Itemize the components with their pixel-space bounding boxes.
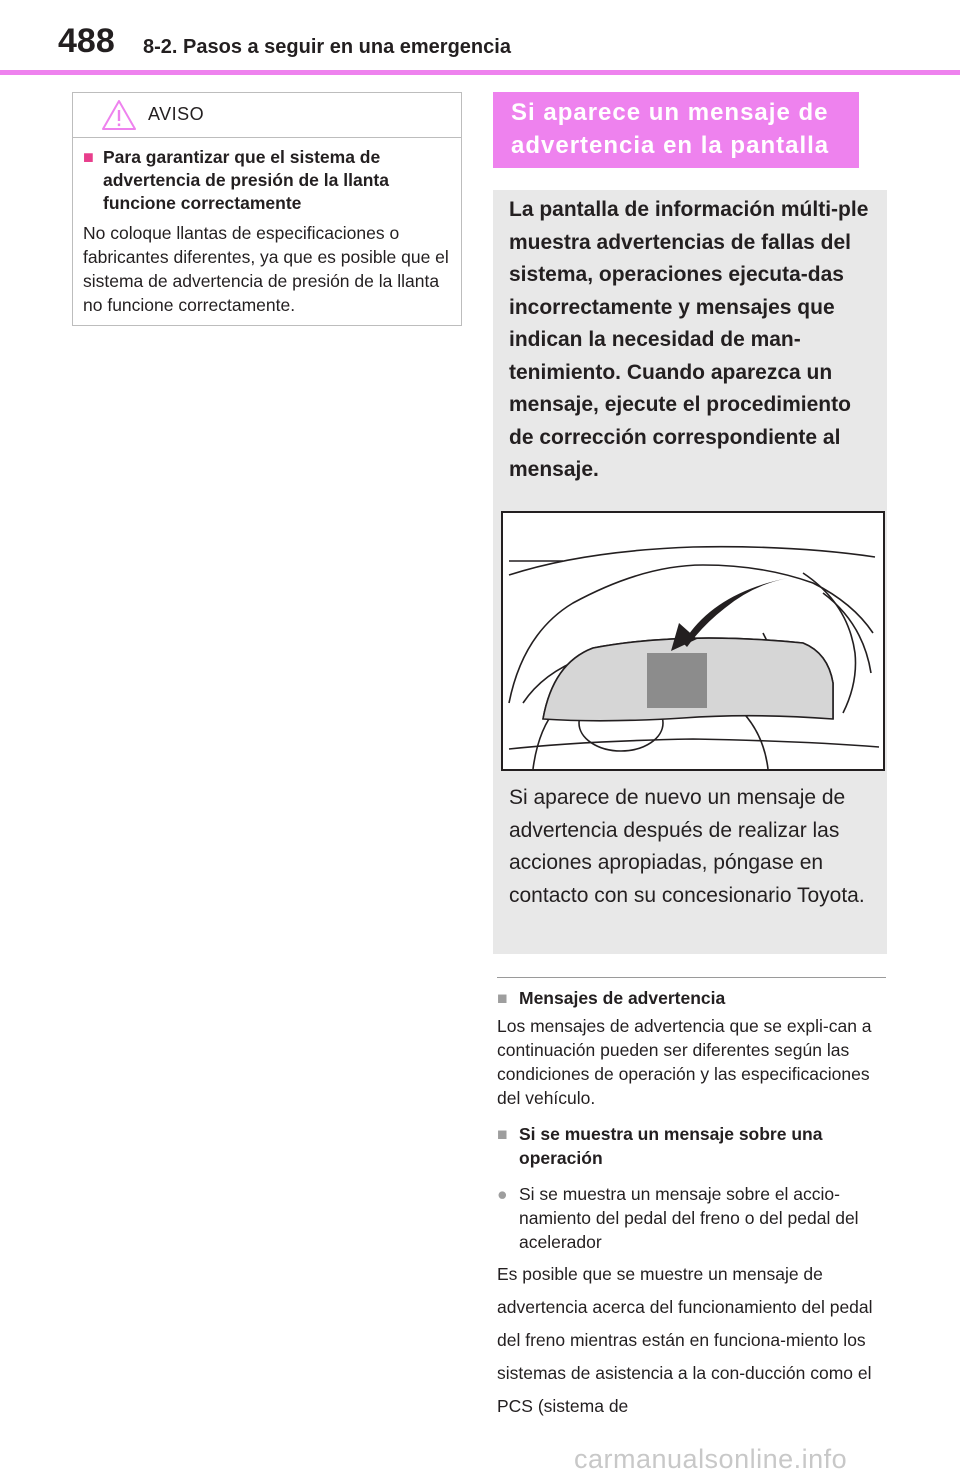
header-rule — [0, 70, 960, 75]
section-title: 8-2. Pasos a seguir en una emergencia — [143, 36, 511, 58]
operation-heading-text: Si se muestra un mensaje sobre una operación — [519, 1124, 823, 1168]
section-heading — [493, 92, 859, 168]
dashboard-drawing — [503, 513, 883, 769]
section-divider — [497, 977, 886, 978]
aviso-text: No coloque llantas de especificaciones o fabricantes diferentes, ya que es posible que el sistema de advertencia de presión de la llanta no funcione correctamente. — [83, 223, 449, 315]
pedal-item — [497, 1182, 889, 1254]
warning-triangle-icon — [101, 99, 137, 131]
aviso-heading — [83, 146, 451, 215]
intro-panel — [493, 190, 887, 954]
intro-text: La pantalla de información múlti-ple muestra advertencias de fallas del sistema, operaciones ejecuta-das incorrectamente y mensajes que indican la necesidad de man-tenimiento. Cuando aparezca un mensaje, ejecute el procedimiento de corrección correspondiente al mensaje. — [509, 198, 869, 481]
watermark: carmanualsonline.info — [574, 1444, 848, 1474]
section-heading-line1: Si aparece un mensaje de — [511, 99, 829, 126]
aviso-box — [72, 92, 462, 326]
warnings-text: Los mensajes de advertencia que se expli-can a continuación pueden ser diferentes según las condiciones de operación y las especificaciones del vehículo. — [497, 1016, 872, 1108]
aviso-heading-text: Para garantizar que el sistema de advertencia de presión de la llanta funcione correctamente — [103, 147, 389, 213]
square-bullet-icon: ■ — [497, 988, 508, 1008]
warnings-section — [497, 986, 889, 1423]
aviso-label: AVISO — [148, 104, 205, 124]
operation-heading — [497, 1122, 889, 1170]
page-number: 488 — [58, 22, 115, 60]
square-bullet-icon: ■ — [83, 147, 94, 167]
warnings-heading — [497, 986, 889, 1010]
section-heading-line2: advertencia en la pantalla — [511, 132, 830, 159]
pedal-paragraph: Es posible que se muestre un mensaje de advertencia acerca del funcionamiento del pedal del freno mientras están en funciona-miento los sistemas de asistencia a la con-ducción como el PCS (sistema de — [497, 1264, 873, 1416]
dashboard-illustration — [501, 511, 885, 771]
circle-bullet-icon: ● — [497, 1184, 508, 1204]
page-header — [0, 0, 960, 78]
square-bullet-icon: ■ — [497, 1124, 508, 1144]
warnings-heading-text: Mensajes de advertencia — [519, 988, 726, 1008]
pedal-item-text: Si se muestra un mensaje sobre el accio-namiento del pedal del freno o del pedal del acelerador — [519, 1184, 859, 1252]
aviso-header — [73, 93, 461, 138]
after-text: Si aparece de nuevo un mensaje de advertencia después de realizar las acciones apropiadas, póngase en contacto con su concesionario Toyota. — [509, 786, 865, 907]
